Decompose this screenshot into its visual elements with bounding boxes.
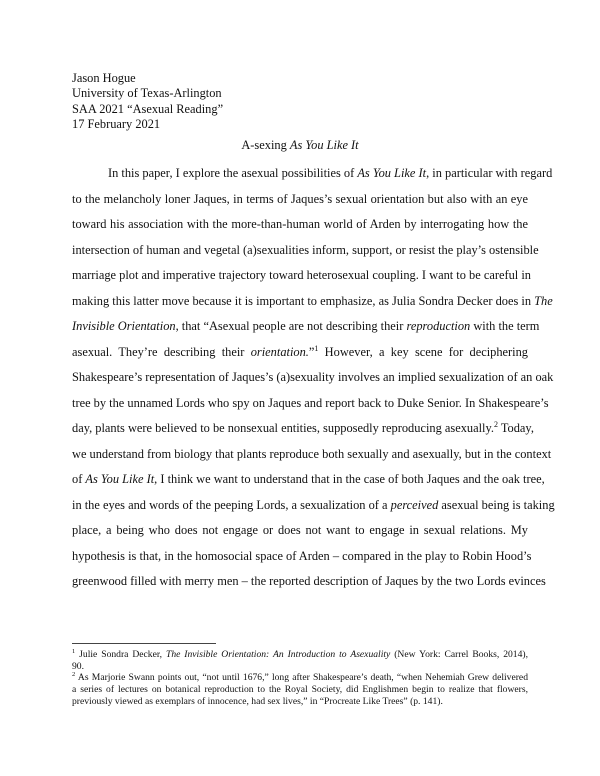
text-run: greenwood filled with merry men – the reported description of Jaques by the two Lords evinces [72, 574, 546, 588]
text-run: However, a key scene for deciphering [318, 344, 528, 359]
footnote-ref: 2 [72, 671, 76, 679]
text-run: In this paper, I explore the asexual possibilities of [108, 166, 358, 180]
author-affiliation: University of Texas-Arlington [72, 86, 222, 101]
title-prefix: A-sexing [241, 138, 290, 152]
footnote-ref: 1 [314, 343, 319, 353]
body-line [72, 344, 528, 360]
text-run: previously viewed as exemplars of innocence, had sex lives,” in “Procreate Like Trees” (p. 141). [72, 695, 443, 707]
body-line [72, 191, 528, 207]
footnote-line [72, 696, 443, 708]
text-run: The [534, 293, 553, 308]
text-run: a series of lectures on botanical reproduction to the Royal Society, did Englishmen begin to realize that flowers, [72, 684, 528, 696]
footnote-ref: 1 [72, 648, 76, 655]
text-run: As You Like It [357, 166, 427, 180]
text-run: of [72, 472, 86, 486]
body-line [72, 318, 540, 334]
text-run: , in particular with regard [426, 166, 553, 180]
text-run: we understand from biology that plants reproduce both sexually and asexually, but in the context [72, 446, 552, 461]
body-line [72, 548, 532, 564]
body-line [72, 216, 528, 232]
text-run: ” [308, 344, 315, 359]
conference-event: SAA 2021 “Asexual Reading” [72, 101, 224, 116]
text-run: in the eyes and words of the peeping Lords, a sexualization of a [72, 497, 391, 512]
text-run: making this latter move because it is important to emphasize, as Julia Sondra Decker does in [72, 293, 535, 308]
body-line [72, 573, 546, 589]
body-line [72, 242, 539, 258]
text-run: day, plants were believed to be nonsexual entities, supposedly reproducing asexually. [72, 421, 494, 435]
text-run: orientation. [250, 344, 309, 359]
text-run: Today, [497, 421, 534, 435]
text-run: (New York: Carrel Books, 2014), [390, 649, 528, 660]
body-line [72, 420, 534, 436]
text-run: , I think we want to understand that in the case of both Jaques and the oak tree, [154, 472, 545, 486]
text-run: asexual. They’re describing their [72, 344, 251, 359]
title-italic: As You Like It [289, 138, 359, 152]
text-run: Shakespeare’s representation of Jaques’s (a)sexuality involves an implied sexualization of an oak [72, 370, 554, 384]
body-line [108, 165, 553, 181]
body-line [72, 497, 555, 513]
text-run: As You Like It [85, 472, 155, 486]
text-run: 90. [72, 660, 84, 672]
text-run: hypothesis is that, in the homosocial space of Arden – compared in the play to Robin Hood’s [72, 548, 532, 563]
text-run: Invisible Orientation [72, 319, 176, 333]
document-date: 17 February 2021 [72, 117, 161, 132]
text-run: perceived [390, 497, 439, 512]
author-header [72, 71, 223, 133]
body-line [72, 522, 528, 538]
footnote-separator [72, 643, 216, 644]
text-run: toward his association with the more-than-human world of Arden by interrogating how the [72, 217, 528, 231]
text-run: reproduction [406, 319, 471, 333]
text-run: with the term [470, 319, 540, 333]
body-line [72, 446, 552, 462]
author-name: Jason Hogue [72, 71, 136, 85]
body-line [72, 293, 553, 309]
text-run: intersection of human and vegetal (a)sexualities inform, support, or resist the play’s ostensible [72, 242, 539, 257]
text-run: The Invisible Orientation: An Introduction to Asexuality [165, 649, 391, 660]
text-run: , that “Asexual people are not describing their [175, 319, 407, 333]
text-run: tree by the unnamed Lords who spy on Jaques and report back to Duke Senior. In Shakespeare’s [72, 395, 549, 410]
paper-title [0, 138, 600, 153]
text-run: marriage plot and imperative trajectory toward heterosexual coupling. I want to be careful in [72, 268, 531, 282]
body-line [72, 471, 545, 487]
footnote-line [72, 672, 528, 684]
body-line [72, 395, 549, 411]
text-run: place, a being who does not engage or does not want to engage in sexual relations. My [72, 523, 528, 537]
text-run: Julie Sondra Decker, [75, 649, 166, 660]
body-line [72, 369, 554, 385]
text-run: As Marjorie Swann points out, “not until 1676,” long after Shakespeare’s death, “when Nehemiah Grew delivered [75, 672, 528, 684]
body-line [72, 267, 531, 283]
footnote-ref: 2 [493, 420, 498, 429]
footnote-line [72, 684, 528, 696]
footnote-line [72, 649, 528, 661]
text-run: asexual being is taking [438, 497, 555, 512]
text-run: to the melancholy loner Jaques, in terms of Jaques’s sexual orientation but also with an eye [72, 191, 528, 206]
